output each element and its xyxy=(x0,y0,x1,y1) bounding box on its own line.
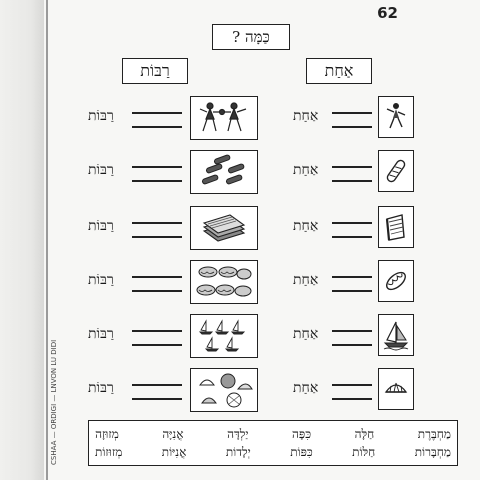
header-one: אַחַת xyxy=(306,58,372,84)
word-bank-word: חַלָּה xyxy=(354,427,375,441)
answer-line-many-bottom[interactable] xyxy=(132,180,182,182)
word-many: רַבּוֹת xyxy=(88,162,114,178)
answer-line-many-top[interactable] xyxy=(132,330,182,332)
word-one: אַחַת xyxy=(293,272,319,288)
answer-line-many-bottom[interactable] xyxy=(132,126,182,128)
kippot-icon xyxy=(190,368,258,412)
word-bank xyxy=(88,420,458,466)
answer-line-one-top[interactable] xyxy=(332,276,372,278)
answer-line-one-top[interactable] xyxy=(332,112,372,114)
sailboats-icon xyxy=(190,314,258,358)
kippah-icon xyxy=(378,368,414,410)
answer-line-many-top[interactable] xyxy=(132,166,182,168)
row-baguette xyxy=(0,150,480,194)
word-many: רַבּוֹת xyxy=(88,108,114,124)
notebooks-icon xyxy=(190,206,258,250)
dancing-girl-icon xyxy=(378,96,414,138)
answer-line-one-bottom[interactable] xyxy=(332,290,372,292)
word-bank-singular-row xyxy=(89,427,457,442)
answer-line-many-bottom[interactable] xyxy=(132,344,182,346)
answer-line-many-bottom[interactable] xyxy=(132,290,182,292)
word-bank-plural-row xyxy=(89,445,457,460)
row-kippah xyxy=(0,368,480,412)
word-bank-word: מְזוּזוֹת xyxy=(95,445,123,459)
page-title: כַּמָּה ? xyxy=(212,24,290,50)
answer-line-one-top[interactable] xyxy=(332,222,372,224)
row-challah xyxy=(0,260,480,304)
answer-line-one-bottom[interactable] xyxy=(332,398,372,400)
dancing-girls-icon xyxy=(190,96,258,140)
sailboat-icon xyxy=(378,314,414,356)
word-one: אַחַת xyxy=(293,380,319,396)
word-bank-word: חַלּוֹת xyxy=(352,445,376,459)
word-bank-word: יְלָדוֹת xyxy=(225,445,251,459)
word-bank-word: כִּפּוֹת xyxy=(290,445,313,459)
row-notebook xyxy=(0,206,480,250)
baguettes-icon xyxy=(190,150,258,194)
header-many: רַבּוֹת xyxy=(122,58,188,84)
challah-icon xyxy=(378,260,414,302)
row-dancing-girl xyxy=(0,96,480,140)
baguette-icon xyxy=(378,150,414,192)
word-one: אַחַת xyxy=(293,218,319,234)
spine-caption: CSHAA — ORDIGI — LNVON LU DIDI xyxy=(50,339,58,465)
challot-icon xyxy=(190,260,258,304)
word-one: אַחַת xyxy=(293,108,319,124)
word-bank-word: יַלְדָּה xyxy=(227,427,249,441)
word-bank-word: אֳנִיָּה xyxy=(162,427,184,441)
answer-line-many-top[interactable] xyxy=(132,112,182,114)
word-one: אַחַת xyxy=(293,162,319,178)
answer-line-many-top[interactable] xyxy=(132,222,182,224)
word-bank-word: מְזוּזָה xyxy=(95,427,119,441)
notebook-icon xyxy=(378,206,414,248)
answer-line-one-bottom[interactable] xyxy=(332,344,372,346)
word-bank-word: מַחְבֶּרֶת xyxy=(417,427,451,441)
word-many: רַבּוֹת xyxy=(88,326,114,342)
answer-line-one-bottom[interactable] xyxy=(332,126,372,128)
answer-line-one-bottom[interactable] xyxy=(332,236,372,238)
word-many: רַבּוֹת xyxy=(88,380,114,396)
answer-line-one-top[interactable] xyxy=(332,384,372,386)
answer-line-one-top[interactable] xyxy=(332,330,372,332)
word-many: רַבּוֹת xyxy=(88,272,114,288)
word-bank-word: מַחְבָּרוֹת xyxy=(414,445,451,459)
answer-line-many-top[interactable] xyxy=(132,384,182,386)
answer-line-many-top[interactable] xyxy=(132,276,182,278)
page-number: 62 xyxy=(377,4,398,22)
word-bank-word: כִּפָּה xyxy=(292,427,312,441)
answer-line-many-bottom[interactable] xyxy=(132,398,182,400)
word-many: רַבּוֹת xyxy=(88,218,114,234)
answer-line-one-bottom[interactable] xyxy=(332,180,372,182)
word-one: אַחַת xyxy=(293,326,319,342)
word-bank-word: אֳנִיּוֹת xyxy=(161,445,187,459)
row-sailboat xyxy=(0,314,480,358)
answer-line-many-bottom[interactable] xyxy=(132,236,182,238)
answer-line-one-top[interactable] xyxy=(332,166,372,168)
